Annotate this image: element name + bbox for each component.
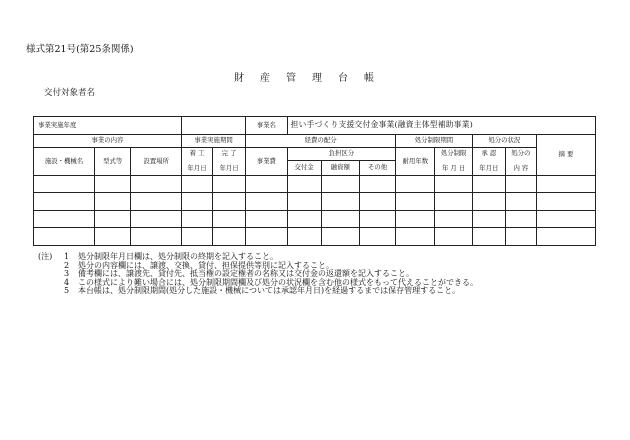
title-char: 財 [234, 73, 244, 84]
cell[interactable] [536, 176, 595, 193]
cell[interactable] [213, 228, 246, 246]
header-start-date-line2: 年月日 [187, 164, 207, 173]
cell[interactable] [182, 211, 213, 228]
header-limit-date [435, 148, 472, 176]
note-text: 備考欄には、譲渡先、貸付先、抵当権の設定権者の名称又は交付金の返還額を記入すること。 [78, 269, 414, 279]
cell[interactable] [359, 193, 395, 211]
cell[interactable] [396, 228, 435, 246]
cell[interactable] [182, 193, 213, 211]
header-project-period: 事業実施期間 [182, 135, 246, 148]
title-char: 産 [260, 73, 270, 84]
header-other: その他 [359, 161, 395, 176]
cell[interactable] [34, 193, 95, 211]
cell[interactable] [536, 228, 595, 246]
cell[interactable] [359, 211, 395, 228]
cell[interactable] [131, 228, 182, 246]
document-title [234, 69, 390, 84]
cell[interactable] [182, 176, 213, 193]
note-number: 1 [64, 252, 70, 261]
cell[interactable] [321, 193, 359, 211]
cell[interactable] [131, 176, 182, 193]
header-model: 型式等 [95, 148, 131, 176]
project-year-value[interactable] [182, 117, 246, 135]
title-char: 理 [312, 73, 322, 84]
cell[interactable] [321, 176, 359, 193]
header-limit-date-line1: 処分制限 [440, 149, 467, 158]
header-end-date-line1: 完 了 [221, 149, 237, 158]
cell[interactable] [435, 211, 472, 228]
header-disposal-content-line1: 処分の [511, 149, 531, 158]
header-disposal-content-line2: 内 容 [513, 164, 529, 173]
header-disposal-limit: 処分制限期間 [396, 135, 473, 148]
cell[interactable] [287, 176, 321, 193]
cell[interactable] [213, 176, 246, 193]
cell[interactable] [287, 193, 321, 211]
cell[interactable] [321, 211, 359, 228]
header-limit-date-line2: 年 月 日 [441, 164, 466, 173]
cell[interactable] [34, 228, 95, 246]
cell[interactable] [396, 176, 435, 193]
cell[interactable] [472, 211, 505, 228]
header-approval-date [472, 148, 505, 176]
table-row [34, 228, 596, 246]
cell[interactable] [505, 193, 536, 211]
recipient-label: 交付対象者名 [44, 88, 96, 98]
cell[interactable] [396, 211, 435, 228]
cell[interactable] [505, 176, 536, 193]
cell[interactable] [246, 176, 287, 193]
header-location: 設置場所 [131, 148, 182, 176]
cell[interactable] [131, 193, 182, 211]
cell[interactable] [435, 228, 472, 246]
cell[interactable] [95, 211, 131, 228]
header-approval-date-line2: 年月日 [479, 164, 499, 173]
cell[interactable] [435, 193, 472, 211]
cell[interactable] [246, 211, 287, 228]
cell[interactable] [34, 176, 95, 193]
table-row [34, 176, 596, 193]
cell[interactable] [472, 176, 505, 193]
project-year-label: 事業実施年度 [34, 117, 182, 135]
project-name-label: 事業名 [246, 117, 287, 135]
note-item [38, 287, 478, 296]
header-facility-name: 施設・機械名 [34, 148, 95, 176]
title-char: 管 [286, 73, 296, 84]
cell[interactable] [472, 193, 505, 211]
cell[interactable] [182, 228, 213, 246]
header-remarks: 摘 要 [536, 135, 595, 176]
cell[interactable] [213, 211, 246, 228]
cell[interactable] [536, 193, 595, 211]
cell[interactable] [536, 211, 595, 228]
cell[interactable] [472, 228, 505, 246]
header-end-date [213, 148, 246, 176]
title-char: 帳 [364, 73, 374, 84]
cell[interactable] [287, 211, 321, 228]
note-text: 本台帳は、処分制限期間(処分した施設・機械については承認年月日)を経過するまでは保存管理すること。 [78, 286, 461, 296]
notes-section [38, 253, 478, 296]
header-useful-life: 耐用年数 [396, 148, 435, 176]
cell[interactable] [359, 228, 395, 246]
header-burden-share: 負担区分 [287, 148, 396, 161]
title-char: 台 [338, 73, 348, 84]
header-grant: 交付金 [287, 161, 321, 176]
cell[interactable] [95, 193, 131, 211]
cell[interactable] [359, 176, 395, 193]
cell[interactable] [505, 228, 536, 246]
notes-lead: (注) [38, 252, 53, 261]
cell[interactable] [213, 193, 246, 211]
header-cost-allocation: 経費の配分 [246, 135, 396, 148]
note-text: この様式により難い場合には、処分制限期間欄及び処分の状況欄を含む他の様式をもって代えることができる。 [78, 277, 478, 287]
note-number: 3 [64, 269, 70, 279]
cell[interactable] [505, 211, 536, 228]
cell[interactable] [95, 176, 131, 193]
form-number: 様式第21号(第25条関係) [26, 44, 134, 55]
header-disposal-content [505, 148, 536, 176]
header-end-date-line2: 年月日 [219, 164, 239, 173]
cell[interactable] [246, 228, 287, 246]
cell[interactable] [287, 228, 321, 246]
cell[interactable] [131, 211, 182, 228]
note-number: 4 [64, 277, 70, 287]
cell[interactable] [34, 211, 95, 228]
property-ledger-table [33, 116, 596, 246]
note-number: 2 [64, 260, 70, 270]
project-name-value: 担い手づくり支援交付金事業(融資主体型補助事業) [287, 117, 595, 135]
note-text: 処分制限年月日欄は、処分制限の終期を記入すること。 [78, 252, 278, 261]
header-loan: 融資額 [321, 161, 359, 176]
cell[interactable] [435, 176, 472, 193]
header-disposal-status: 処分の状況 [472, 135, 536, 148]
header-approval-date-line1: 承 認 [481, 149, 497, 158]
note-number: 5 [64, 286, 70, 296]
header-start-date [182, 148, 213, 176]
table-row [34, 193, 596, 211]
note-text: 処分の内容欄には、譲渡、交換、貸付、担保提供等別に記入すること。 [78, 260, 334, 270]
header-project-cost: 事業費 [246, 148, 287, 176]
header-project-content: 事業の内容 [34, 135, 182, 148]
table-row [34, 211, 596, 228]
cell[interactable] [321, 228, 359, 246]
header-start-date-line1: 着 工 [189, 149, 205, 158]
cell[interactable] [396, 193, 435, 211]
cell[interactable] [246, 193, 287, 211]
cell[interactable] [95, 228, 131, 246]
